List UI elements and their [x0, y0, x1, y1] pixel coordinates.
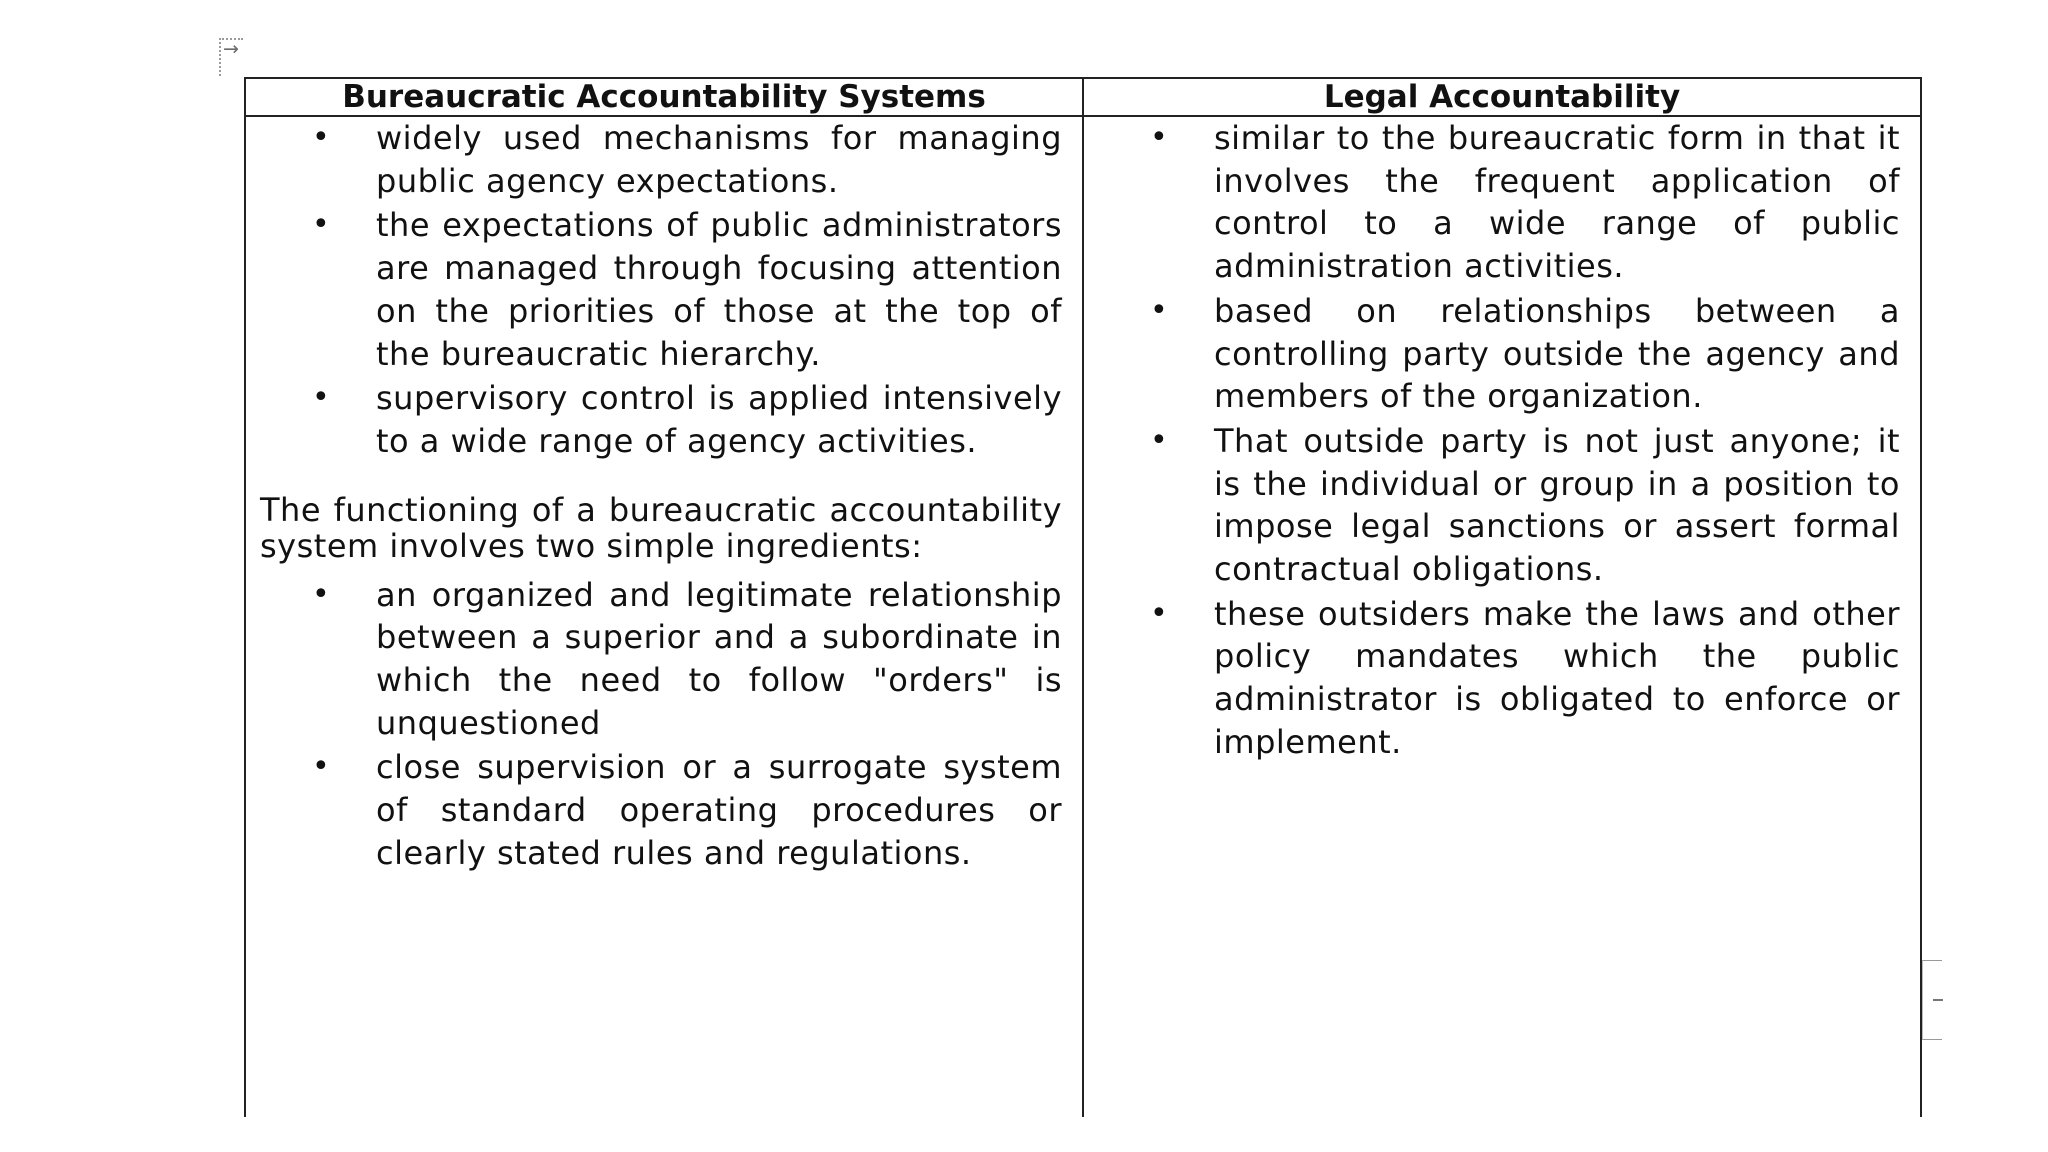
header-legal: Legal Accountability — [1323, 79, 1681, 115]
minus-icon — [1933, 999, 1943, 1001]
header-bureaucratic: Bureaucratic Accountability Systems — [342, 79, 986, 115]
bureaucratic-bullet-list — [260, 117, 1062, 463]
legal-bullet-list — [1098, 117, 1900, 764]
cell-bureaucratic[interactable] — [260, 117, 1062, 877]
column-divider — [1082, 79, 1084, 1117]
ingredients-paragraph: The functioning of a bureaucratic accountability system involves two simple ingredients: — [260, 490, 1062, 566]
list-item: • similar to the bureaucratic form in that it involves the frequent application of control to a wide range of public administration activities. — [1098, 117, 1900, 288]
ingredients-bullet-list — [260, 574, 1062, 875]
arrow-right-icon: → — [223, 38, 239, 60]
list-item: • widely used mechanisms for managing public agency expectations. — [260, 117, 1062, 202]
cell-legal[interactable] — [1098, 117, 1900, 766]
list-item: • close supervision or a surrogate system of standard operating procedures or clearly stated rules and regulations. — [260, 746, 1062, 874]
table-header-row — [246, 79, 1920, 117]
scrollbar-tab[interactable] — [1922, 960, 1942, 1040]
list-item: • an organized and legitimate relationship between a superior and a subordinate in which the need to follow "orders" is unquestioned — [260, 574, 1062, 745]
list-item: • That outside party is not just anyone; it is the individual or group in a position to impose legal sanctions or assert formal contractual obligations. — [1098, 420, 1900, 591]
list-item: • these outsiders make the laws and other policy mandates which the public administrator is obligated to enforce or implement. — [1098, 593, 1900, 764]
table-move-handle-icon[interactable] — [219, 38, 243, 76]
list-item: • supervisory control is applied intensively to a wide range of agency activities. — [260, 377, 1062, 462]
comparison-table — [244, 77, 1922, 1117]
list-item: • based on relationships between a controlling party outside the agency and members of the organization. — [1098, 290, 1900, 418]
list-item: • the expectations of public administrators are managed through focusing attention on the priorities of those at the top of the bureaucratic hierarchy. — [260, 204, 1062, 375]
